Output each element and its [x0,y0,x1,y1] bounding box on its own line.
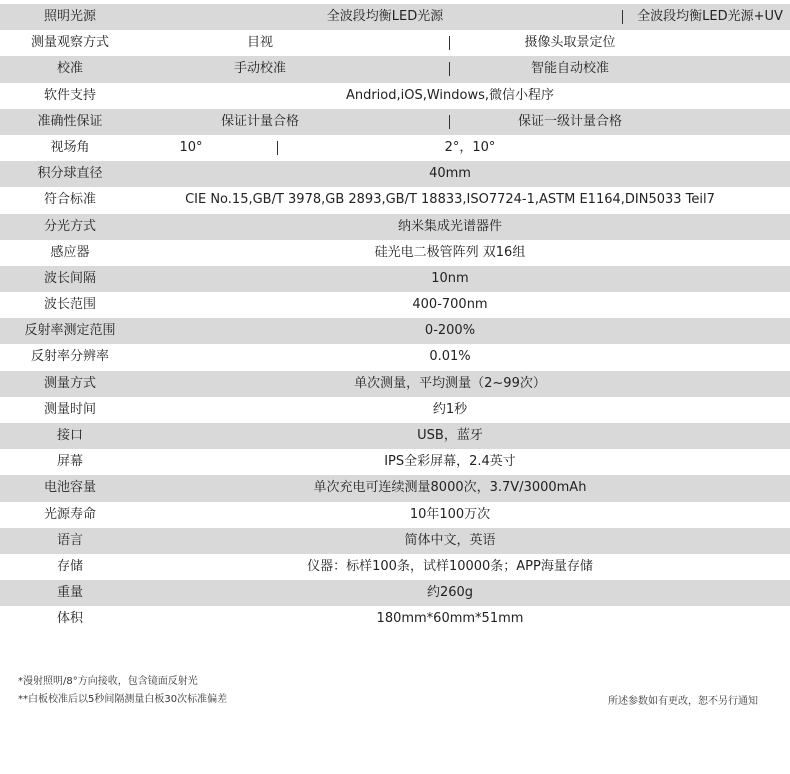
spec-value: 目视 [246,35,273,51]
column-divider [449,62,450,76]
spec-row [0,292,790,318]
spec-value: 约260g [426,585,474,601]
spec-value: 0.01% [429,349,471,365]
spec-value: 仪器：标样100条，试样10000条；APP海量存储 [307,558,593,574]
spec-label: 重量 [56,585,83,601]
column-divider [622,10,623,24]
footnote-1: *漫射照明/8°方向接收，包含镜面反射光 [18,676,198,687]
spec-label: 照明光源 [43,9,96,24]
spec-row [0,83,790,109]
spec-label: 波长范围 [43,297,96,313]
spec-row [0,423,790,449]
spec-row [0,109,790,135]
spec-value: Andriod,iOS,Windows,微信小程序 [345,87,555,103]
spec-value: 硅光电二极管阵列 双16组 [374,244,526,260]
spec-row [0,371,790,397]
spec-label: 准确性保证 [37,113,103,129]
spec-label: 接口 [56,428,83,443]
spec-label: 校准 [56,61,83,77]
column-divider [449,115,450,129]
spec-value: 2°，10° [444,139,496,155]
spec-label: 体积 [56,611,83,627]
spec-label: 电池容量 [43,480,96,496]
spec-label: 语言 [56,532,83,548]
spec-row [0,135,790,161]
spec-label: 存储 [56,558,83,574]
spec-row [0,554,790,580]
spec-value: 40mm [429,166,471,182]
spec-row [0,528,790,554]
spec-value: 手动校准 [233,61,286,77]
spec-label: 视场角 [50,139,90,155]
spec-label: 感应器 [50,244,90,260]
spec-label: 积分球直径 [37,166,103,182]
footnote-2: **白板校准后以5秒间隔测量白板30次标准偏差 [18,694,228,705]
spec-value: 10nm [431,270,469,286]
spec-value: 约1秒 [432,401,468,417]
spec-value: 0-200% [424,323,476,339]
spec-value: IPS全彩屏幕，2.4英寸 [384,454,516,470]
spec-value: 智能自动校准 [530,61,609,77]
spec-value: USB，蓝牙 [417,428,483,443]
spec-value: 400-700nm [412,297,488,313]
spec-label: 测量时间 [43,401,96,417]
spec-label: 分光方式 [43,218,96,234]
spec-value: 180mm*60mm*51mm [376,611,524,627]
spec-value: 保证计量合格 [220,113,299,129]
spec-label: 波长间隔 [43,270,96,286]
spec-row [0,606,790,632]
spec-label: 反射率分辨率 [30,349,109,365]
spec-label: 软件支持 [43,87,96,103]
spec-value: 保证一级计量合格 [517,113,622,129]
spec-row [0,502,790,528]
spec-value: CIE No.15,GB/T 3978,GB 2893,GB/T 18833,ISO7724-1,ASTM E1164,DIN5033 Teil7 [185,192,715,208]
spec-row [0,30,790,56]
spec-row [0,214,790,240]
column-divider [449,36,450,50]
spec-row [0,240,790,266]
spec-row [0,4,790,30]
spec-value: 单次测量，平均测量（2~99次） [354,375,546,391]
spec-row [0,449,790,475]
spec-value: 全波段均衡LED光源+UV [637,9,783,24]
spec-row [0,266,790,292]
spec-value: 10° [179,139,203,155]
spec-table [0,4,790,633]
spec-value: 摄像头取景定位 [524,35,616,51]
spec-row [0,344,790,370]
spec-row [0,475,790,501]
disclaimer: 所述参数如有更改，恕不另行通知 [608,696,758,707]
spec-label: 屏幕 [56,454,83,470]
spec-label: 测量观察方式 [30,35,109,51]
spec-row [0,161,790,187]
spec-value: 单次充电可连续测量8000次，3.7V/3000mAh [313,480,587,496]
spec-row [0,318,790,344]
spec-row [0,187,790,213]
column-divider [277,141,278,155]
spec-value: 全波段均衡LED光源 [326,9,444,24]
spec-value: 10年100万次 [409,506,491,522]
spec-label: 测量方式 [43,375,96,391]
spec-label: 反射率测定范围 [24,323,116,339]
spec-row [0,56,790,82]
spec-row [0,397,790,423]
spec-value: 简体中文，英语 [404,532,496,548]
spec-value: 纳米集成光谱器件 [397,218,502,234]
spec-label: 光源寿命 [43,506,96,522]
spec-row [0,580,790,606]
spec-label: 符合标准 [43,192,96,208]
